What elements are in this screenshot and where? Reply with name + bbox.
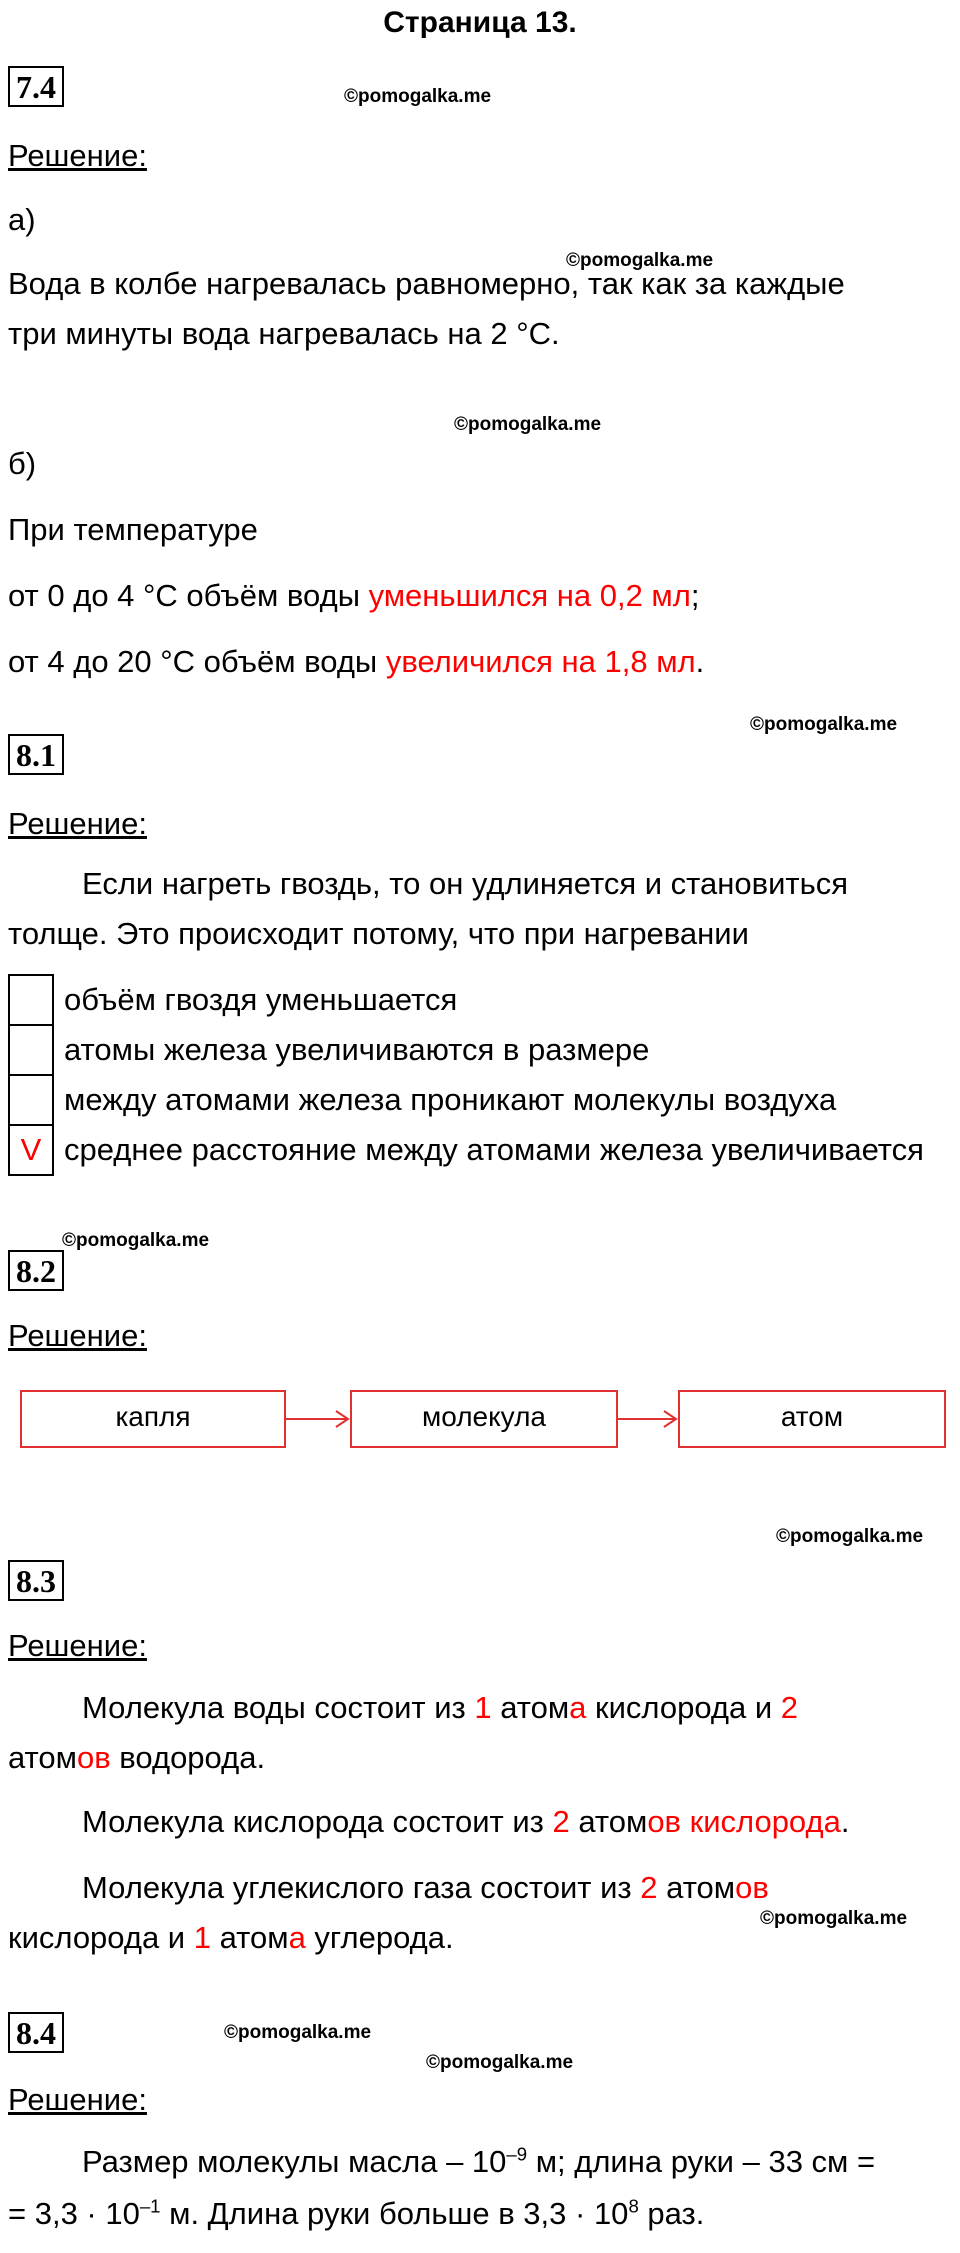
answer-8-3-p3-line-1: Молекула углекислого газа состоит из 2 атомов bbox=[82, 1870, 769, 1905]
chain-box-atom: атом bbox=[678, 1390, 946, 1448]
answer-value: уменьшился на 0,2 мл bbox=[368, 578, 691, 613]
answer-7-4-b-line-1: При температуре bbox=[8, 512, 258, 547]
solution-label: Решение: bbox=[8, 1318, 147, 1353]
task-number-8-4: 8.4 bbox=[8, 2012, 64, 2053]
option-label: среднее расстояние между атомами железа увеличивается bbox=[64, 1132, 924, 1167]
option-label: атомы железа увеличиваются в размере bbox=[64, 1032, 650, 1067]
chain-box-drop: капля bbox=[20, 1390, 286, 1448]
watermark: ©pomogalka.me bbox=[344, 86, 492, 107]
watermark: ©pomogalka.me bbox=[760, 1908, 908, 1929]
part-a-label: а) bbox=[8, 202, 36, 237]
answer-7-4-a-line-2: три минуты вода нагревалась на 2 °С. bbox=[8, 316, 560, 351]
watermark: ©pomogalka.me bbox=[776, 1526, 924, 1547]
solution-label: Решение: bbox=[8, 2082, 147, 2117]
page-title: Страница 13. bbox=[383, 6, 577, 39]
task-number-7-4: 7.4 bbox=[8, 66, 64, 107]
option-label: объём гвоздя уменьшается bbox=[64, 982, 458, 1017]
task-number-8-1: 8.1 bbox=[8, 734, 64, 775]
chain-box-molecule: молекула bbox=[350, 1390, 618, 1448]
answer-8-4-line-2: = $3,3 \cdot 10^{-1}$ м. Длина руки больше в $3,3 \cdot 10^8$ раз. bbox=[8, 2195, 705, 2231]
answer-8-1-line-2: толще. Это происходит потому, что при нагревании bbox=[8, 916, 749, 951]
answer-8-4-line-1: Размер молекулы масла – $10^{-9}$ м; длина руки – 33 см = bbox=[82, 2143, 876, 2179]
task-number-8-2: 8.2 bbox=[8, 1250, 64, 1291]
watermark: ©pomogalka.me bbox=[224, 2022, 372, 2043]
task-number-8-3: 8.3 bbox=[8, 1560, 64, 1601]
watermark: ©pomogalka.me bbox=[566, 250, 714, 271]
answer-8-3-p2: Молекула кислорода состоит из 2 атомов кислорода. bbox=[82, 1804, 850, 1839]
answer-7-4-b-line-2: от 0 до 4 °С объём воды уменьшился на 0,2 мл; bbox=[8, 578, 700, 613]
watermark: ©pomogalka.me bbox=[426, 2052, 574, 2073]
answer-8-3-p1-line-1: Молекула воды состоит из 1 атома кислорода и 2 bbox=[82, 1690, 799, 1725]
answer-8-1-line-1: Если нагреть гвоздь, то он удлиняется и становиться bbox=[82, 866, 849, 901]
part-b-label: б) bbox=[8, 446, 37, 481]
answer-7-4-a-line-1: Вода в колбе нагревалась равномерно, так как за каждые bbox=[8, 266, 845, 301]
watermark: ©pomogalka.me bbox=[750, 714, 898, 735]
answer-8-3-p3-line-2: кислорода и 1 атома углерода. bbox=[8, 1920, 454, 1955]
answer-7-4-b-line-3: от 4 до 20 °С объём воды увеличился на 1,8 мл. bbox=[8, 644, 705, 679]
solution-label: Решение: bbox=[8, 806, 147, 841]
solution-label: Решение: bbox=[8, 138, 147, 173]
watermark: ©pomogalka.me bbox=[62, 1230, 210, 1251]
watermark: ©pomogalka.me bbox=[454, 414, 602, 435]
option-label: между атомами железа проникают молекулы воздуха bbox=[64, 1082, 837, 1117]
option-checkbox-checked[interactable]: V bbox=[9, 1125, 53, 1175]
solution-label: Решение: bbox=[8, 1628, 147, 1663]
answer-value: увеличился на 1,8 мл bbox=[385, 644, 696, 679]
answer-8-3-p1-line-2: атомов водорода. bbox=[8, 1740, 266, 1775]
